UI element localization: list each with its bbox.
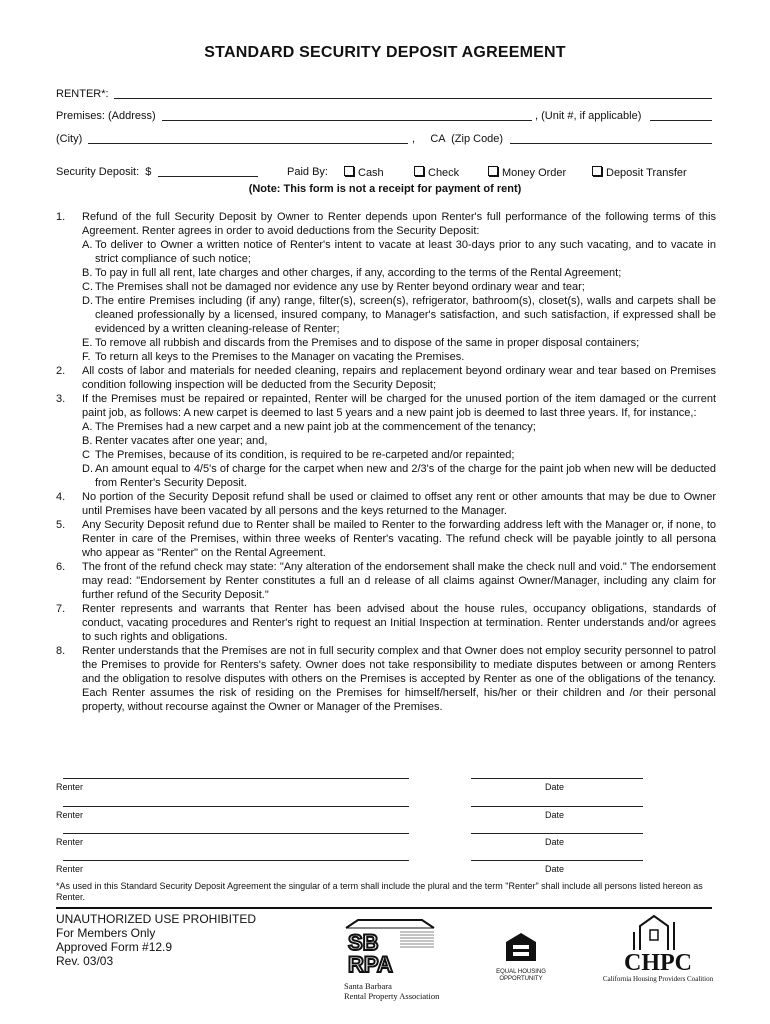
subitem-letter: D. (82, 295, 93, 307)
term-item (56, 210, 716, 364)
term-text: Refund of the full Security Deposit by Owner to Renter depends upon Renter's full performance of the following terms of this Agreement. Renter agrees in order to avoid deductions from the Security Deposit: (82, 211, 716, 237)
term-subitem (82, 434, 716, 448)
subitem-text: An amount equal to 4/5's of charge for the carpet when new and 2/3's of the charge for the paint job when new will be deducted from Renter's Security Deposit. (95, 463, 716, 489)
subitem-text: To deliver to Owner a written notice of Renter's intent to vacate at least 30-days prior to any such vacating, and to vacate in strict compliance of such notice; (95, 239, 716, 265)
term-text: Renter represents and warrants that Renter has been advised about the house rules, occupancy obligations, standards of conduct, vacating procedures and Renter's right to request an Initial Inspection at termination. Renter understands and/or agrees to such rights and obligations. (82, 603, 716, 643)
option-money-order[interactable] (488, 166, 566, 179)
term-subitem (82, 294, 716, 336)
term-number: 5. (56, 519, 66, 531)
subitem-letter: E. (82, 337, 93, 349)
option-check[interactable] (414, 166, 459, 179)
members-notice: For Members Only (56, 926, 156, 940)
term-subitem (82, 448, 716, 462)
subitem-letter: B. (82, 435, 93, 447)
option-check-label: Check (428, 167, 460, 179)
subitem-text: Renter vacates after one year; and, (95, 435, 268, 447)
term-subitem (82, 238, 716, 266)
eho-line1: EQUAL HOUSING (496, 969, 546, 975)
chpc-house-icon (600, 912, 716, 952)
term-number: 2. (56, 365, 66, 377)
date-label: Date (545, 782, 565, 792)
svg-text:SB: SB (348, 930, 379, 955)
checkbox-icon[interactable] (414, 166, 424, 176)
renter-signature-line[interactable] (63, 860, 409, 861)
renter-signature-line[interactable] (63, 833, 409, 834)
renter-signature-label: Renter (56, 810, 84, 820)
term-number: 3. (56, 393, 66, 405)
term-number: 4. (56, 491, 66, 503)
renter-field[interactable] (114, 88, 712, 99)
subitem-text: To remove all rubbish and discards from the Premises and to dispose of the same in proper disposal containers; (95, 337, 640, 349)
checkbox-icon[interactable] (344, 166, 354, 176)
term-number: 8. (56, 645, 66, 657)
premises-label: Premises: (Address) (56, 110, 156, 122)
term-item (56, 518, 716, 560)
state-zip-label: , CA (Zip Code) (412, 133, 504, 145)
term-subitem (82, 462, 716, 490)
subitem-text: The Premises had a new carpet and a new paint job at the commencement of the tenancy; (95, 421, 536, 433)
subitem-letter: C. (82, 281, 93, 293)
terms-list (56, 210, 716, 714)
document-title: STANDARD SECURITY DEPOSIT AGREEMENT (204, 44, 566, 61)
chpc-wordmark: CHPC (624, 950, 692, 976)
term-text: The front of the refund check may state: "Any alteration of the endorsement shall make the check null and void." The endorsement may read: "Endorsement by Renter constitutes a full an d release of all claims against Owner/Manager, including any claim for further refund of the Security Deposit." (82, 561, 716, 601)
footer-text (56, 912, 256, 968)
equal-housing-icon (505, 932, 537, 962)
term-subitem (82, 280, 716, 294)
date-line[interactable] (471, 806, 643, 807)
subitem-text: The Premises shall not be damaged nor evidence any use by Renter beyond ordinary wear and tear; (95, 281, 585, 293)
sbrpa-name-line2: Rental Property Association (344, 991, 440, 1001)
chpc-logo (600, 912, 716, 996)
deposit-amount-field[interactable] (158, 166, 258, 177)
premises-address-field[interactable] (162, 110, 532, 121)
option-deposit-transfer-label: Deposit Transfer (606, 167, 687, 179)
option-deposit-transfer[interactable] (592, 166, 687, 179)
date-label: Date (545, 864, 565, 874)
term-text: All costs of labor and materials for needed cleaning, repairs and replacement beyond ordinary wear and tear based on Premises condition following inspection will be deducted from the Security Deposit; (82, 365, 716, 391)
svg-text:RPA: RPA (348, 952, 393, 974)
term-item (56, 364, 716, 392)
subitem-letter: A. (82, 239, 93, 251)
term-item (56, 560, 716, 602)
term-subitem (82, 336, 716, 350)
term-subitem (82, 266, 716, 280)
renter-signature-label: Renter (56, 864, 84, 874)
renter-signature-label: Renter (56, 782, 84, 792)
date-line[interactable] (471, 833, 643, 834)
checkbox-icon[interactable] (488, 166, 498, 176)
date-line[interactable] (471, 778, 643, 779)
subitem-letter: C (82, 449, 90, 461)
term-number: 6. (56, 561, 66, 573)
subitem-text: To return all keys to the Premises to the Manager on vacating the Premises. (95, 351, 465, 363)
footnote: *As used in this Standard Security Deposit Agreement the singular of a term shall include the plural and the term "Renter" shall include all persons listed hereon as Renter. (56, 881, 703, 902)
term-number: 7. (56, 603, 66, 615)
city-label: (City) (56, 133, 83, 145)
term-number: 1. (56, 211, 66, 223)
subitem-letter: D. (82, 463, 93, 475)
subitem-text: The entire Premises including (if any) range, filter(s), screen(s), refrigerator, bathroom(s), closet(s), walls and carpets shall be cleaned professionally by a licensed, insured company, to Manager's satisfaction, and such satisfaction, if expressed shall be evidenced by a written cleaning-release of Renter; (95, 295, 716, 335)
city-field[interactable] (88, 133, 408, 144)
term-item (56, 392, 716, 490)
option-money-order-label: Money Order (502, 167, 567, 179)
term-text: If the Premises must be repaired or repainted, Renter will be charged for the unused portion of the item damaged or the current paint job, as follows: A new carpet is deemed to last 5 years and a new paint job is deemed to last three years. If, for instance,: (82, 393, 716, 419)
term-text: No portion of the Security Deposit refund shall be used or claimed to offset any rent or other amounts that may be due to Owner until Premises have been vacated by all persons and the keys returned to the Manager. (82, 491, 716, 517)
option-cash[interactable] (344, 166, 384, 179)
term-subitem (82, 420, 716, 434)
date-line[interactable] (471, 860, 643, 861)
zip-field[interactable] (510, 133, 712, 144)
term-subitem (82, 350, 716, 364)
subitem-text: To pay in full all rent, late charges and other charges, if any, according to the terms of the Rental Agreement; (95, 267, 622, 279)
checkbox-icon[interactable] (592, 166, 602, 176)
unit-field[interactable] (650, 110, 712, 121)
term-item (56, 644, 716, 714)
sbrpa-logo-graphic (344, 918, 436, 974)
approved-form: Approved Form #12.9 (56, 940, 173, 954)
renter-signature-line[interactable] (63, 778, 409, 779)
date-label: Date (545, 837, 565, 847)
signature-block (56, 772, 712, 882)
chpc-name: California Housing Providers Coalition (602, 975, 714, 983)
revision: Rev. 03/03 (56, 954, 114, 968)
deposit-label: Security Deposit: $ (56, 166, 152, 178)
unit-label: , (Unit #, if applicable) (535, 110, 642, 122)
renter-signature-line[interactable] (63, 806, 409, 807)
term-item (56, 602, 716, 644)
unauthorized-notice: UNAUTHORIZED USE PROHIBITED (56, 912, 257, 926)
date-label: Date (545, 810, 565, 820)
sbrpa-logo (344, 918, 464, 1000)
term-text: Renter understands that the Premises are not in full security complex and that Owner does not employ security personnel to patrol the Premises to provide for Renters's safety. Owner does not take responsibility to mediate disputes between or among Renters and the obligation to resolve disputes with others on the Premises is accepted by Renter as one of the obligations of the tenancy. Each Renter assumes the risk of residing on the Premises for himself/herself, his/her or their children and /or their personal property, without recourse against the Owner or Manager of the Premises. (82, 645, 716, 713)
equal-housing-logo (490, 932, 552, 983)
term-text: Any Security Deposit refund due to Renter shall be mailed to Renter to the forwarding address left with the Manager or, if none, to Renter in care of the Premises, within three weeks of Renter's vacating. The refund check will be payable jointly to all persona who appear as "Renter" on the Rental Agreement. (82, 519, 716, 559)
receipt-note: (Note: This form is not a receipt for payment of rent) (248, 183, 522, 195)
term-item (56, 490, 716, 518)
footer-divider (56, 907, 712, 909)
eho-line2: OPPORTUNITY (499, 976, 543, 982)
sbrpa-name-line1: Santa Barbara (344, 981, 392, 991)
renter-signature-label: Renter (56, 837, 84, 847)
option-cash-label: Cash (358, 167, 384, 179)
subitem-text: The Premises, because of its condition, is required to be re-carpeted and/or repainted; (95, 449, 515, 461)
subitem-letter: A. (82, 421, 93, 433)
renter-label: RENTER*: (56, 88, 109, 100)
paid-by-label: Paid By: (287, 166, 328, 178)
subitem-letter: F. (82, 351, 91, 363)
subitem-letter: B. (82, 267, 93, 279)
